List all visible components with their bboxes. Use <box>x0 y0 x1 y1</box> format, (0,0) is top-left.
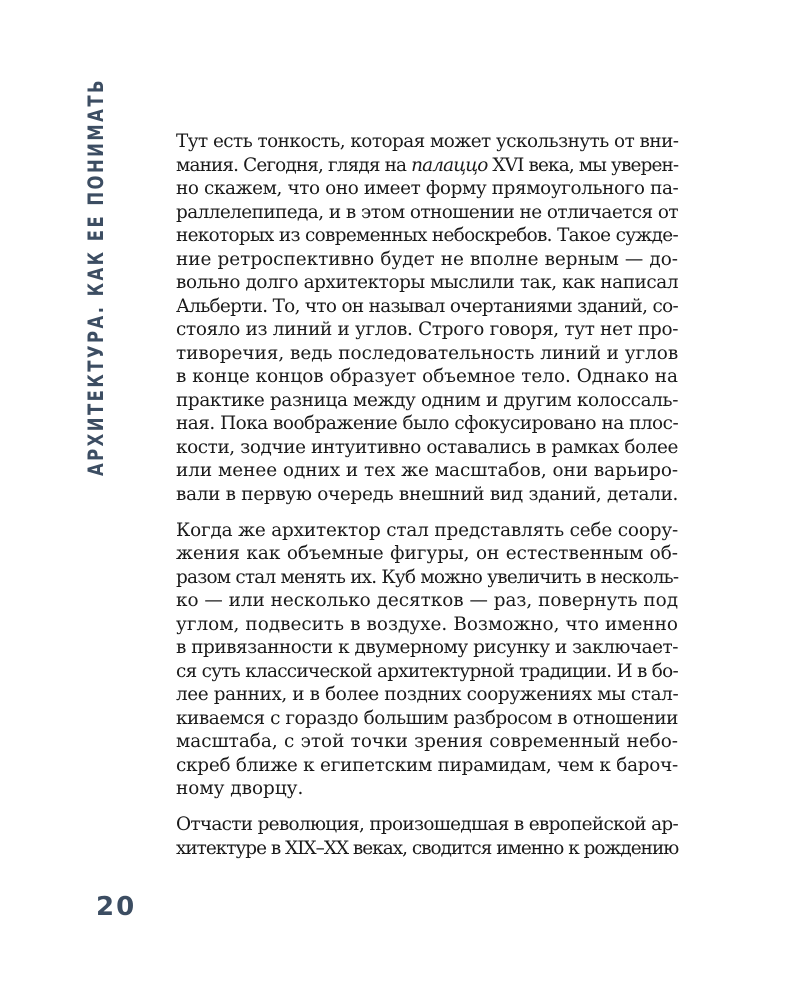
text-run: мания. Сегодня, глядя на <box>176 154 412 176</box>
text-line: Тут есть тонкость, которая может ускользнуть от вни- <box>176 131 679 152</box>
text-line: но скажем, что оно имеет форму прямоугольного па- <box>176 178 679 199</box>
text-line: ся суть классической архитектурной традиции. И в бо- <box>176 660 678 682</box>
paragraph-1 <box>176 130 678 506</box>
text-line: вольно долго архитекторы мыслили так, как написал <box>176 272 679 293</box>
text-line: Когда же архитектор стал представлять себе соору- <box>176 519 679 541</box>
text-line: вали в первую очередь внешний вид зданий, детали. <box>176 483 679 505</box>
text-line: практике разница между одним и другим колоссаль- <box>176 389 679 411</box>
text-line: в конце концов образует объемное тело. Однако на <box>176 366 678 387</box>
text-line: хитектуре в XIX–XX веках, сводится именно к рождению <box>176 837 679 859</box>
body-text <box>176 130 678 860</box>
text-line: ко — или несколько десятков — раз, повернуть под <box>176 590 678 611</box>
paragraph-3 <box>176 813 678 860</box>
text-line: Альберти. То, что он называл очертаниями зданий, со- <box>176 295 678 317</box>
text-line: кости, зодчие интуитивно оставались в рамках более <box>176 436 678 458</box>
text-line: углом, подвесить в воздухе. Возможно, что именно <box>176 613 678 635</box>
text-line: лее ранних, и в более поздних сооружениях мы стал- <box>176 684 679 705</box>
text-line: разом стал менять их. Куб можно увеличить в несколь- <box>176 566 679 588</box>
page-number: 20 <box>96 892 137 922</box>
text-line: скреб ближе к египетским пирамидам, чем к бароч- <box>176 754 678 776</box>
text-line: тиворечия, ведь последовательность линий и углов <box>176 342 679 364</box>
text-line: жения как объемные фигуры, он естественным об- <box>176 543 678 564</box>
text-line: в привязанности к двумерному рисунку и заключает- <box>176 637 678 658</box>
text-line: стояло из линий и углов. Строго говоря, тут нет про- <box>176 319 679 340</box>
text-line: киваемся с гораздо большим разбросом в отношении <box>176 707 678 729</box>
text-line: ная. Пока воображение было сфокусировано на плос- <box>176 413 679 434</box>
running-head: АРХИТЕКТУРА. КАК ЕЕ ПОНИМАТЬ <box>84 78 108 477</box>
paragraph-2 <box>176 519 678 801</box>
text-line: ному дворцу. <box>176 778 304 799</box>
text-line: некоторых из современных небоскребов. Такое сужде- <box>176 225 678 246</box>
text-line: или менее одних и тех же масштабов, они варьиро- <box>176 460 679 481</box>
text-line: раллелепипеда, и в этом отношении не отличается от <box>176 201 678 223</box>
text-line: масштаба, с этой точки зрения современный небо- <box>176 731 678 752</box>
text-line <box>176 154 678 178</box>
text-line: ние ретроспективно будет не вполне верным — до- <box>176 248 678 270</box>
text-line: Отчасти революция, произошедшая в европейской ар- <box>176 814 678 835</box>
italic-term: палаццо <box>411 154 488 176</box>
text-run: XVI века, мы уверен- <box>487 154 679 176</box>
